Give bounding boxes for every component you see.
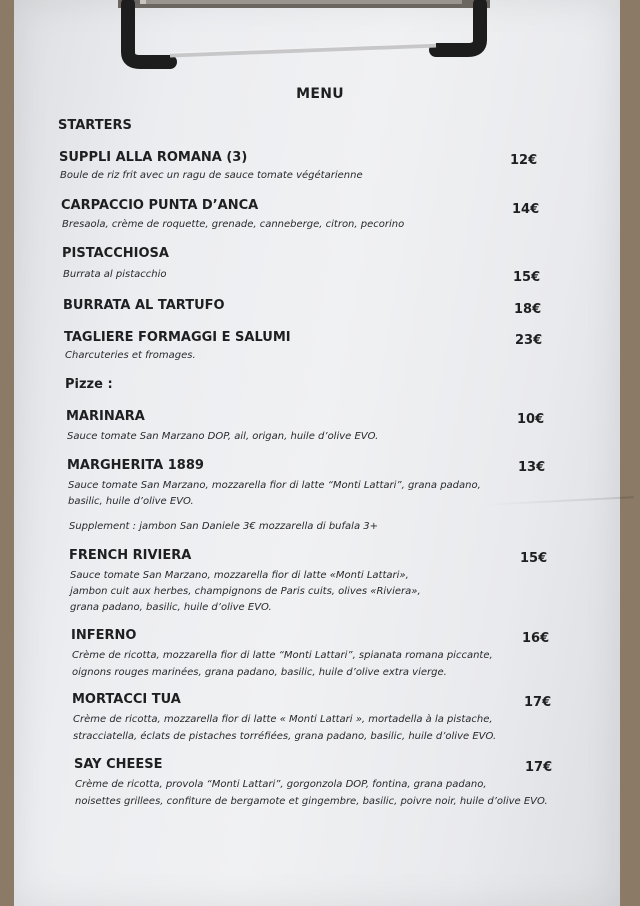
item-tagliere-name: TAGLIERE FORMAGGI E SALUMI	[64, 330, 291, 345]
item-french-riviera-desc-2: jambon cuit aux herbes, champignons de Paris cuits, olives «Riviera»,	[70, 586, 421, 597]
item-margherita-desc-2: basilic, huile d’olive EVO.	[68, 496, 194, 507]
item-suppli-name: SUPPLI ALLA ROMANA (3)	[59, 150, 248, 165]
item-say-cheese-desc-2: noisettes grillees, confiture de bergamote et gingembre, basilic, poivre noir, huile d’olive EVO.	[75, 796, 548, 807]
item-french-riviera-desc-1: Sauce tomate San Marzano, mozzarella fior di latte «Monti Lattari»,	[70, 570, 409, 581]
item-marinara-desc: Sauce tomate San Marzano DOP, ail, origan, huile d’olive EVO.	[67, 431, 379, 442]
item-inferno-desc-1: Crème de ricotta, mozzarella fior di latte “Monti Lattari”, spianata romana piccante,	[72, 650, 493, 661]
item-margherita-desc-1: Sauce tomate San Marzano, mozzarella fior di latte “Monti Lattari”, grana padano,	[68, 480, 481, 491]
item-margherita-name: MARGHERITA 1889	[67, 458, 204, 473]
menu-title: MENU	[296, 86, 344, 102]
item-carpaccio-price: 14€	[512, 202, 540, 217]
item-suppli-desc: Boule de riz frit avec un ragu de sauce tomate végétarienne	[60, 170, 363, 181]
item-carpaccio-desc: Bresaola, crème de roquette, grenade, canneberge, citron, pecorino	[62, 219, 405, 230]
item-say-cheese-desc-1: Crème de ricotta, provola “Monti Lattari”, gorgonzola DOP, fontina, grana padano,	[75, 779, 487, 790]
item-pistacchiosa-name: PISTACCHIOSA	[62, 246, 169, 261]
item-mortacci-desc-2: stracciatella, éclats de pistaches torréfiées, grana padano, basilic, huile d’olive EVO.	[73, 731, 497, 742]
supplement-note: Supplement : jambon San Daniele 3€ mozzarella di bufala 3+	[69, 521, 378, 532]
item-marinara-name: MARINARA	[66, 409, 145, 424]
item-say-cheese-name: SAY CHEESE	[74, 757, 163, 772]
item-french-riviera-name: FRENCH RIVIERA	[69, 548, 192, 563]
item-mortacci-desc-1: Crème de ricotta, mozzarella fior di latte « Monti Lattari », mortadella à la pistache,	[73, 714, 493, 725]
item-mortacci-price: 17€	[524, 695, 552, 710]
section-starters: STARTERS	[58, 118, 132, 133]
item-carpaccio-name: CARPACCIO PUNTA D’ANCA	[61, 198, 259, 213]
item-tagliere-price: 23€	[515, 333, 543, 348]
section-pizze: Pizze :	[65, 377, 113, 392]
item-inferno-price: 16€	[522, 631, 550, 646]
item-french-riviera-price: 15€	[520, 551, 548, 566]
item-pistacchiosa-price: 15€	[513, 270, 541, 285]
item-inferno-name: INFERNO	[71, 628, 137, 643]
item-pistacchiosa-desc: Burrata al pistacchio	[63, 269, 167, 280]
item-margherita-price: 13€	[518, 460, 546, 475]
item-french-riviera-desc-3: grana padano, basilic, huile d’olive EVO.	[70, 602, 272, 613]
item-inferno-desc-2: oignons rouges marinées, grana padano, basilic, huile d’olive extra vierge.	[72, 667, 447, 678]
item-marinara-price: 10€	[517, 412, 545, 427]
item-suppli-price: 12€	[510, 153, 538, 168]
item-tagliere-desc: Charcuteries et fromages.	[65, 350, 196, 361]
item-mortacci-name: MORTACCI TUA	[72, 692, 181, 707]
clipboard-clip	[118, 0, 490, 70]
item-burrata-name: BURRATA AL TARTUFO	[63, 298, 225, 313]
item-burrata-price: 18€	[514, 302, 542, 317]
item-say-cheese-price: 17€	[525, 760, 553, 775]
paper-fold	[484, 496, 634, 506]
